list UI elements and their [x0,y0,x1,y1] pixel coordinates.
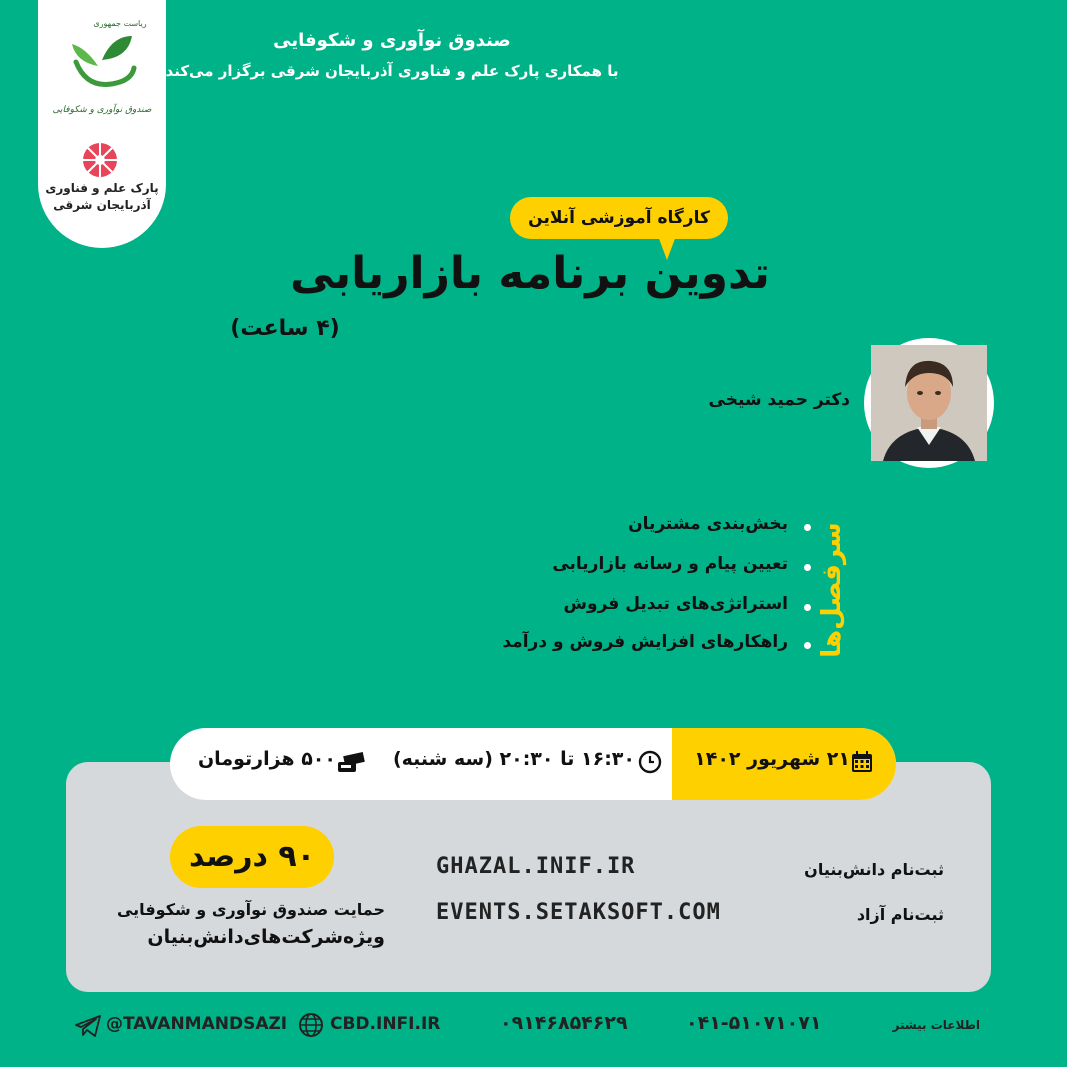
topic-item: بخش‌بندی مشتریان [628,514,788,534]
topic-bullet [804,564,811,571]
topic-bullet [804,642,811,649]
more-info-label: اطلاعات بیشتر [892,1018,980,1032]
support-line2: ویژه‌شرکت‌های‌دانش‌بنیان [147,926,385,948]
support-percent-badge: ۹۰ درصد [170,826,334,888]
calendar-icon [850,750,874,774]
event-price: ۵۰۰ هزارتومان [197,748,336,770]
topics-heading-text: سرفصل‌ها [817,522,847,658]
website-link[interactable]: CBD.INFI.IR [330,1014,441,1034]
organizer-title: صندوق نوآوری و شکوفایی [273,30,511,51]
clock-icon [638,750,662,774]
science-park-logo-icon [78,140,122,180]
speaker-photo [871,345,987,461]
fund-logo-caption: صندوق نوآوری و شکوفایی [52,105,152,115]
knowledge-registration-label: ثبت‌نام دانش‌بنیان [804,860,944,879]
phone-mobile[interactable]: ۰۹۱۴۶۸۵۴۶۲۹ [500,1012,628,1034]
free-registration-label: ثبت‌نام آزاد [856,905,944,924]
phone-landline[interactable]: ۰۴۱-۵۱۰۷۱۰۷۱ [686,1012,822,1034]
social-handle[interactable]: @TAVANMANDSAZI [106,1014,288,1034]
speaker-name: دکتر حمید شیخی [708,390,850,410]
event-time: ۱۶:۳۰ تا ۲۰:۳۰ (سه شنبه) [392,748,635,770]
topic-bullet [804,604,811,611]
fund-top-caption: ریاست جمهوری [93,19,147,28]
topic-item: راهکارهای افزایش فروش و درآمد [502,632,788,652]
money-hand-icon [336,752,366,774]
topic-bullet [804,524,811,531]
workshop-type-badge: کارگاه آموزشی آنلاین [510,197,728,239]
telegram-icon [74,1014,102,1038]
organizer-subtitle: با همکاری پارک علم و فناوری آذربایجان شرقی برگزار می‌کند [165,62,619,80]
globe-icon [298,1012,324,1038]
workshop-title: تدوین برنامه بازاریابی [290,248,770,299]
support-line1: حمایت صندوق نوآوری و شکوفایی [116,900,385,919]
park-name-line2: آذربایجان شرقی [53,198,151,212]
topic-item: تعیین پیام و رسانه بازاریابی [552,554,788,574]
topics-heading [818,520,862,660]
science-park-name [40,180,164,214]
park-name-line1: پارک علم و فناوری [45,181,159,195]
topic-item: استراتژی‌های تبدیل فروش [563,594,788,614]
free-registration-link[interactable]: EVENTS.SETAKSOFT.COM [436,900,721,925]
knowledge-registration-link[interactable]: GHAZAL.INIF.IR [436,854,636,879]
workshop-duration: (۴ ساعت) [230,316,340,341]
event-date: ۲۱ شهریور ۱۴۰۲ [694,748,850,770]
